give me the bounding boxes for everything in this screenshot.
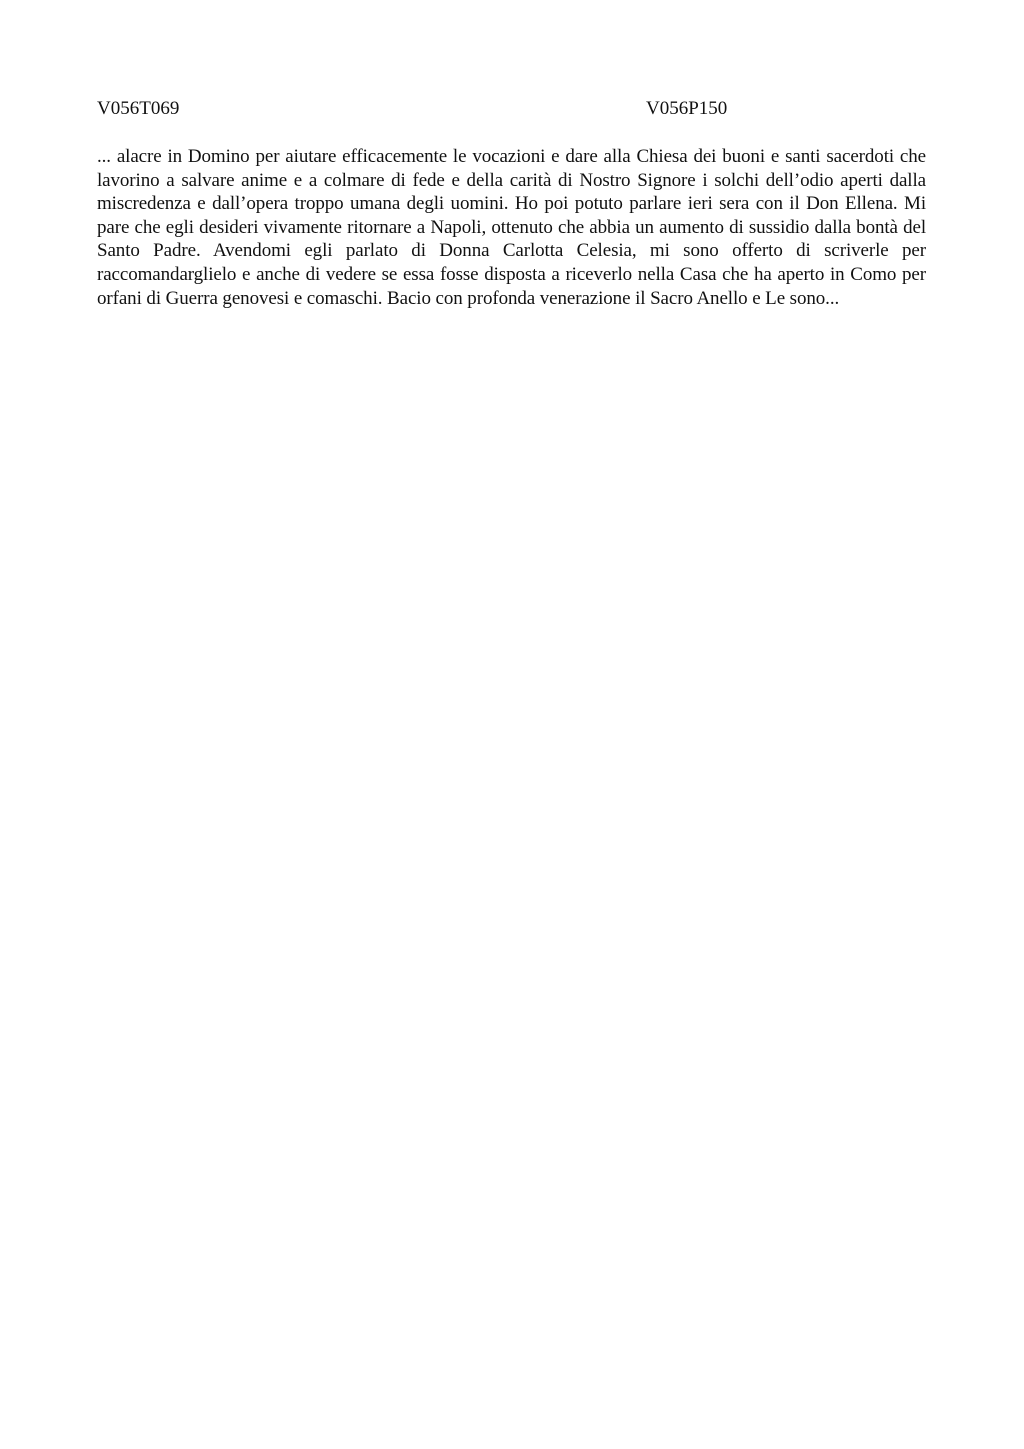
document-code-right: V056P150 <box>646 98 728 119</box>
document-code-left: V056T069 <box>97 98 180 119</box>
letter-body-text: ... alacre in Domino per aiutare efficacemente le vocazioni e dare alla Chiesa dei buoni e santi sacerdoti che lavorino a salvare anime e a colmare di fede e della carità di Nostro Signore i solchi dell’odio aperti dalla miscredenza e dall’opera troppo umana degli uomini. Ho poi potuto parlare ieri sera con il Don Ellena. Mi pare che egli desideri vivamente ritornare a Napoli, ottenuto che abbia un aumento di sussidio dalla bontà del Santo Padre. Avendomi egli parlato di Donna Carlotta Celesia, mi sono offerto di scriverle per raccomandarglielo e anche di vedere se essa fosse disposta a riceverlo nella Casa che ha aperto in Como per orfani di Guerra genovesi e comaschi. Bacio con profonda venerazione il Sacro Anello e Le sono... <box>97 146 926 309</box>
